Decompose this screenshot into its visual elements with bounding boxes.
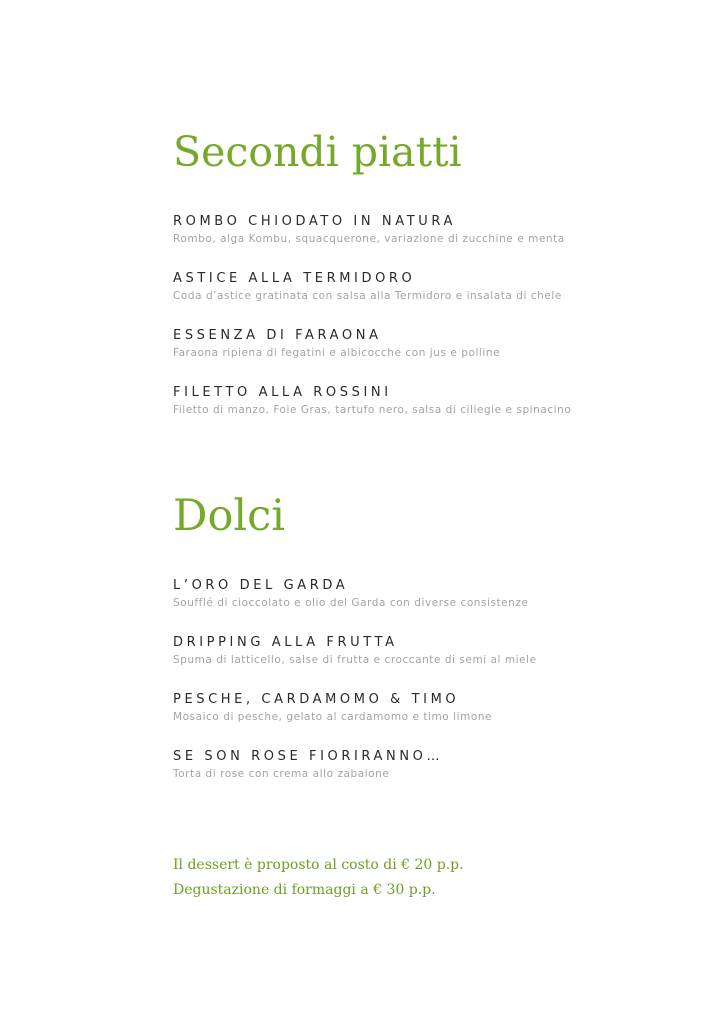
menu-item-name: ASTICE ALLA TERMIDORO [173,271,416,286]
menu-item-name: ESSENZA DI FARAONA [173,328,382,343]
menu-item-name: FILETTO ALLA ROSSINI [173,385,392,400]
dolci-list [173,577,693,805]
menu-item-description: Coda d’astice gratinata con salsa alla Termidoro e insalata di chele [173,290,562,302]
menu-item-description: Spuma di latticello, salse di frutta e croccante di semi al miele [173,654,537,666]
menu-item-description: Mosaico di pesche, gelato al cardamomo e timo limone [173,711,493,723]
pricing-notes [173,853,464,903]
secondi-piatti-list [173,213,693,441]
menu-item [173,327,693,384]
menu-item [173,270,693,327]
menu-item [173,213,693,270]
menu-item-name: PESCHE, CARDAMOMO & TIMO [173,692,460,707]
menu-item-description: Faraona ripiena di fegatini e albicocche con jus e polline [173,347,501,359]
menu-item-description: Torta di rose con crema allo zabaione [173,768,390,780]
menu-item-description: Filetto di manzo, Foie Gras, tartufo nero, salsa di ciliegie e spinacino [173,404,572,416]
menu-item [173,748,693,805]
dessert-price-note: Il dessert è proposto al costo di € 20 p.p. [173,857,464,873]
menu-item-description: Soufflé di cioccolato e olio del Garda con diverse consistenze [173,597,529,609]
menu-item-description: Rombo, alga Kombu, squacquerone, variazione di zucchine e menta [173,233,565,245]
cheese-tasting-price-note: Degustazione di formaggi a € 30 p.p. [173,882,436,898]
section-title-secondi-piatti: Secondi piatti [173,128,462,176]
section-title-dolci: Dolci [173,491,285,541]
menu-item [173,691,693,748]
menu-item [173,577,693,634]
menu-item-name: L’ORO DEL GARDA [173,578,349,593]
menu-item-name: DRIPPING ALLA FRUTTA [173,635,398,650]
menu-item [173,634,693,691]
menu-item [173,384,693,441]
menu-item-name: SE SON ROSE FIORIRANNO… [173,749,444,764]
menu-item-name: ROMBO CHIODATO IN NATURA [173,214,456,229]
